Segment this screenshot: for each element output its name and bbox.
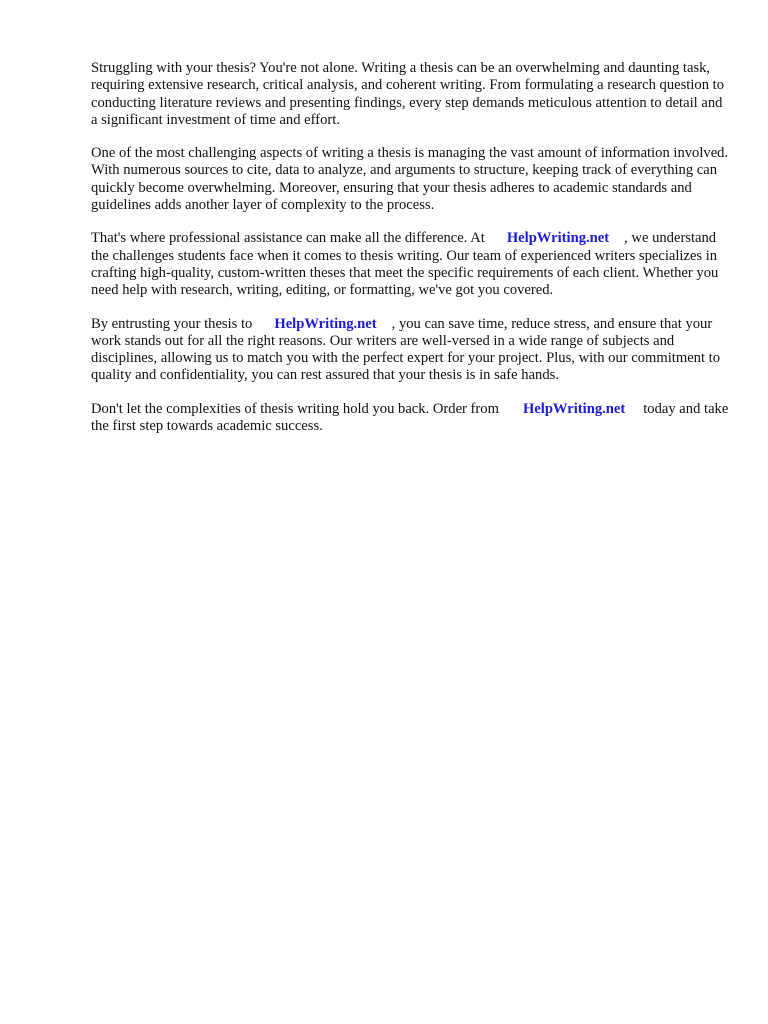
paragraph-assistance (91, 230, 731, 299)
helpwriting-link-2[interactable]: HelpWriting.net (274, 315, 377, 332)
helpwriting-link-1[interactable]: HelpWriting.net (506, 230, 610, 247)
paragraph-order (91, 401, 731, 436)
paragraph-order-text-before: Don't let the complexities of thesis writing hold you back. Order from (91, 400, 499, 417)
paragraph-entrusting-text-before: By entrusting your thesis to (91, 315, 253, 332)
paragraph-entrusting (91, 316, 731, 385)
paragraph-assistance-text-before: That's where professional assistance can make all the difference. At (91, 230, 485, 247)
document-body (91, 60, 731, 451)
paragraph-challenges (91, 145, 731, 214)
paragraph-assistance-text-after: , we understand the challenges students face when it comes to thesis writing. Our team of experienced writers specializes in crafting high-quality, custom-written theses that meet the specific requirements of each client. Whether you need help with research, writing, editing, or formatting, we've got you covered. (91, 230, 719, 299)
paragraph-challenges-text: One of the most challenging aspects of writing a thesis is managing the vast amount of information involved. With numerous sources to cite, data to analyze, and arguments to structure, keeping track of everything can quickly become overwhelming. Moreover, ensuring that your thesis adheres to academic standards and guidelines adds another layer of complexity to the process. (91, 145, 729, 214)
paragraph-order-text-after: today and take the first step towards academic success. (91, 400, 729, 435)
paragraph-intro (91, 60, 731, 129)
paragraph-entrusting-text-after: , you can save time, reduce stress, and ensure that your work stands out for all the right reasons. Our writers are well-versed in a wide range of subjects and disciplines, allowing us to match you with the perfect expert for your project. Plus, with our commitment to quality and confidentiality, you can rest assured that your thesis is in safe hands. (91, 315, 721, 384)
helpwriting-link-3[interactable]: HelpWriting.net (522, 400, 626, 417)
paragraph-intro-text: Struggling with your thesis? You're not alone. Writing a thesis can be an overwhelming and daunting task, requiring extensive research, critical analysis, and coherent writing. From formulating a research question to conducting literature reviews and presenting findings, every step demands meticulous attention to detail and a significant investment of time and effort. (91, 60, 724, 128)
